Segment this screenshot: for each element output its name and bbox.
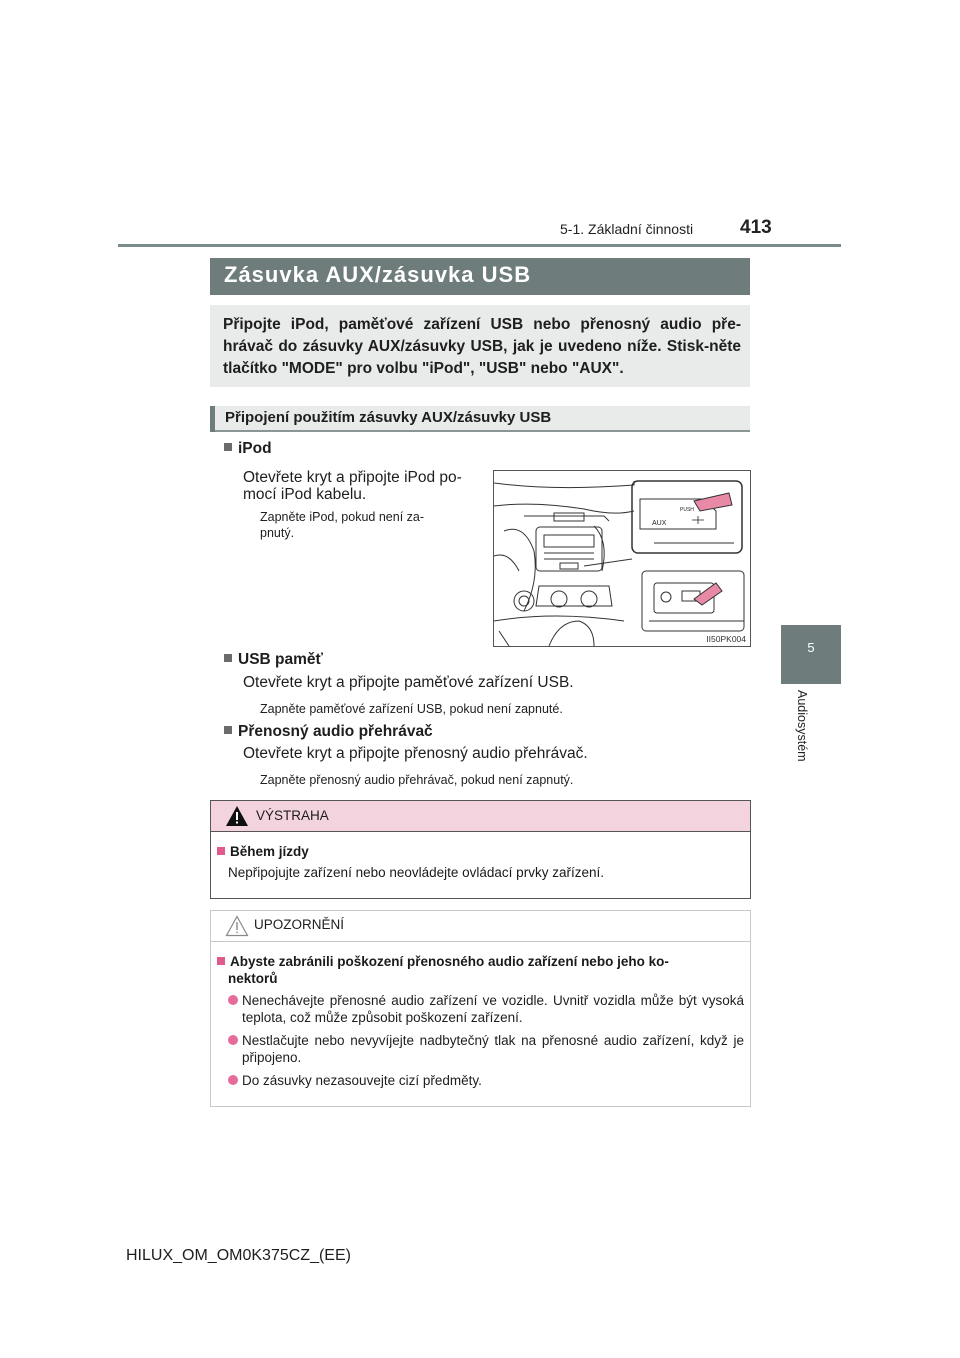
page-title: Zásuvka AUX/zásuvka USB — [224, 262, 532, 287]
document-code: HILUX_OM_OM0K375CZ_(EE) — [126, 1247, 351, 1264]
warning-header — [211, 801, 750, 832]
subsection-title: Připojení použitím zásuvky AUX/zásuvky USB — [225, 409, 552, 426]
notice-bullet: Nenechávejte přenosné audio zařízení ve vozidle. Uvnitř vozidla může být vysoká teplota, což může způsobit poškození zařízení. — [228, 992, 748, 1026]
ipod-note-line2: pnutý. — [260, 526, 295, 540]
notice-heading: Abyste zabránili poškození přenosného audio zařízení nebo jeho ko- nektorů — [217, 953, 744, 987]
pink-dot-icon — [228, 1035, 238, 1045]
item-player-title: Přenosný audio přehrávač — [224, 723, 433, 741]
pink-square-icon — [217, 957, 225, 965]
usb-icon — [692, 516, 704, 524]
pink-dot-icon — [228, 995, 238, 1005]
dashboard-drawing — [494, 471, 750, 646]
pink-square-icon — [217, 847, 225, 855]
notice-label: UPOZORNĚNÍ — [254, 917, 345, 932]
pink-dot-icon — [228, 1075, 238, 1085]
notice-bullet: Do zásuvky nezasouvejte cizí předměty. — [228, 1072, 748, 1089]
chapter-label — [781, 690, 811, 790]
item-usb-title: USB paměť — [224, 651, 323, 669]
page-title-bar — [210, 258, 750, 295]
item-ipod-title: iPod — [224, 440, 272, 458]
figure-code: II50PK004 — [706, 634, 746, 644]
warning-heading: Během jízdy — [217, 844, 309, 859]
usb-body: Otevřete kryt a připojte paměťové zařízení USB. — [243, 674, 574, 691]
player-body: Otevřete kryt a připojte přenosný audio přehrávač. — [243, 745, 588, 762]
warning-triangle-icon — [225, 805, 249, 827]
ipod-note-line1: Zapněte iPod, pokud není za- — [260, 510, 425, 524]
square-bullet-icon — [224, 443, 232, 451]
square-bullet-icon — [224, 726, 232, 734]
chapter-tab: 5 — [781, 625, 841, 684]
notice-box — [210, 910, 751, 1107]
warning-box — [210, 800, 751, 899]
subsection-heading — [210, 406, 750, 432]
dashboard-illustration — [493, 470, 751, 647]
ipod-body-line2: mocí iPod kabelu. — [243, 486, 367, 503]
header-rule — [118, 244, 841, 247]
caution-triangle-icon — [225, 915, 249, 937]
push-label: PUSH — [680, 507, 694, 513]
usb-note: Zapněte paměťové zařízení USB, pokud není zapnuté. — [260, 702, 563, 716]
notice-header — [211, 911, 750, 942]
ipod-body-line1: Otevřete kryt a připojte iPod po- — [243, 469, 462, 486]
section-title: 5-1. Základní činnosti — [560, 221, 694, 237]
intro-text: Připojte iPod, paměťové zařízení USB nebo přenosný audio pře-hrávač do zásuvky AUX/zásuvky USB, jak je uvedeno níže. Stisk-něte tlačítko "MODE" pro volbu "iPod", "USB" nebo "AUX". — [223, 316, 741, 377]
chapter-label-text: Audiosystém — [795, 690, 809, 762]
player-note: Zapněte přenosný audio přehrávač, pokud není zapnutý. — [260, 773, 574, 787]
intro-box — [210, 305, 750, 387]
page-number: 413 — [740, 217, 772, 238]
warning-text: Nepřipojujte zařízení nebo neovládejte ovládací prvky zařízení. — [228, 865, 604, 880]
aux-label: AUX — [652, 520, 667, 527]
notice-bullet: Nestlačujte nebo nevyvíjejte nadbytečný tlak na přenosné audio zařízení, když je připojeno. — [228, 1032, 748, 1066]
warning-label: VÝSTRAHA — [256, 808, 329, 823]
square-bullet-icon — [224, 654, 232, 662]
